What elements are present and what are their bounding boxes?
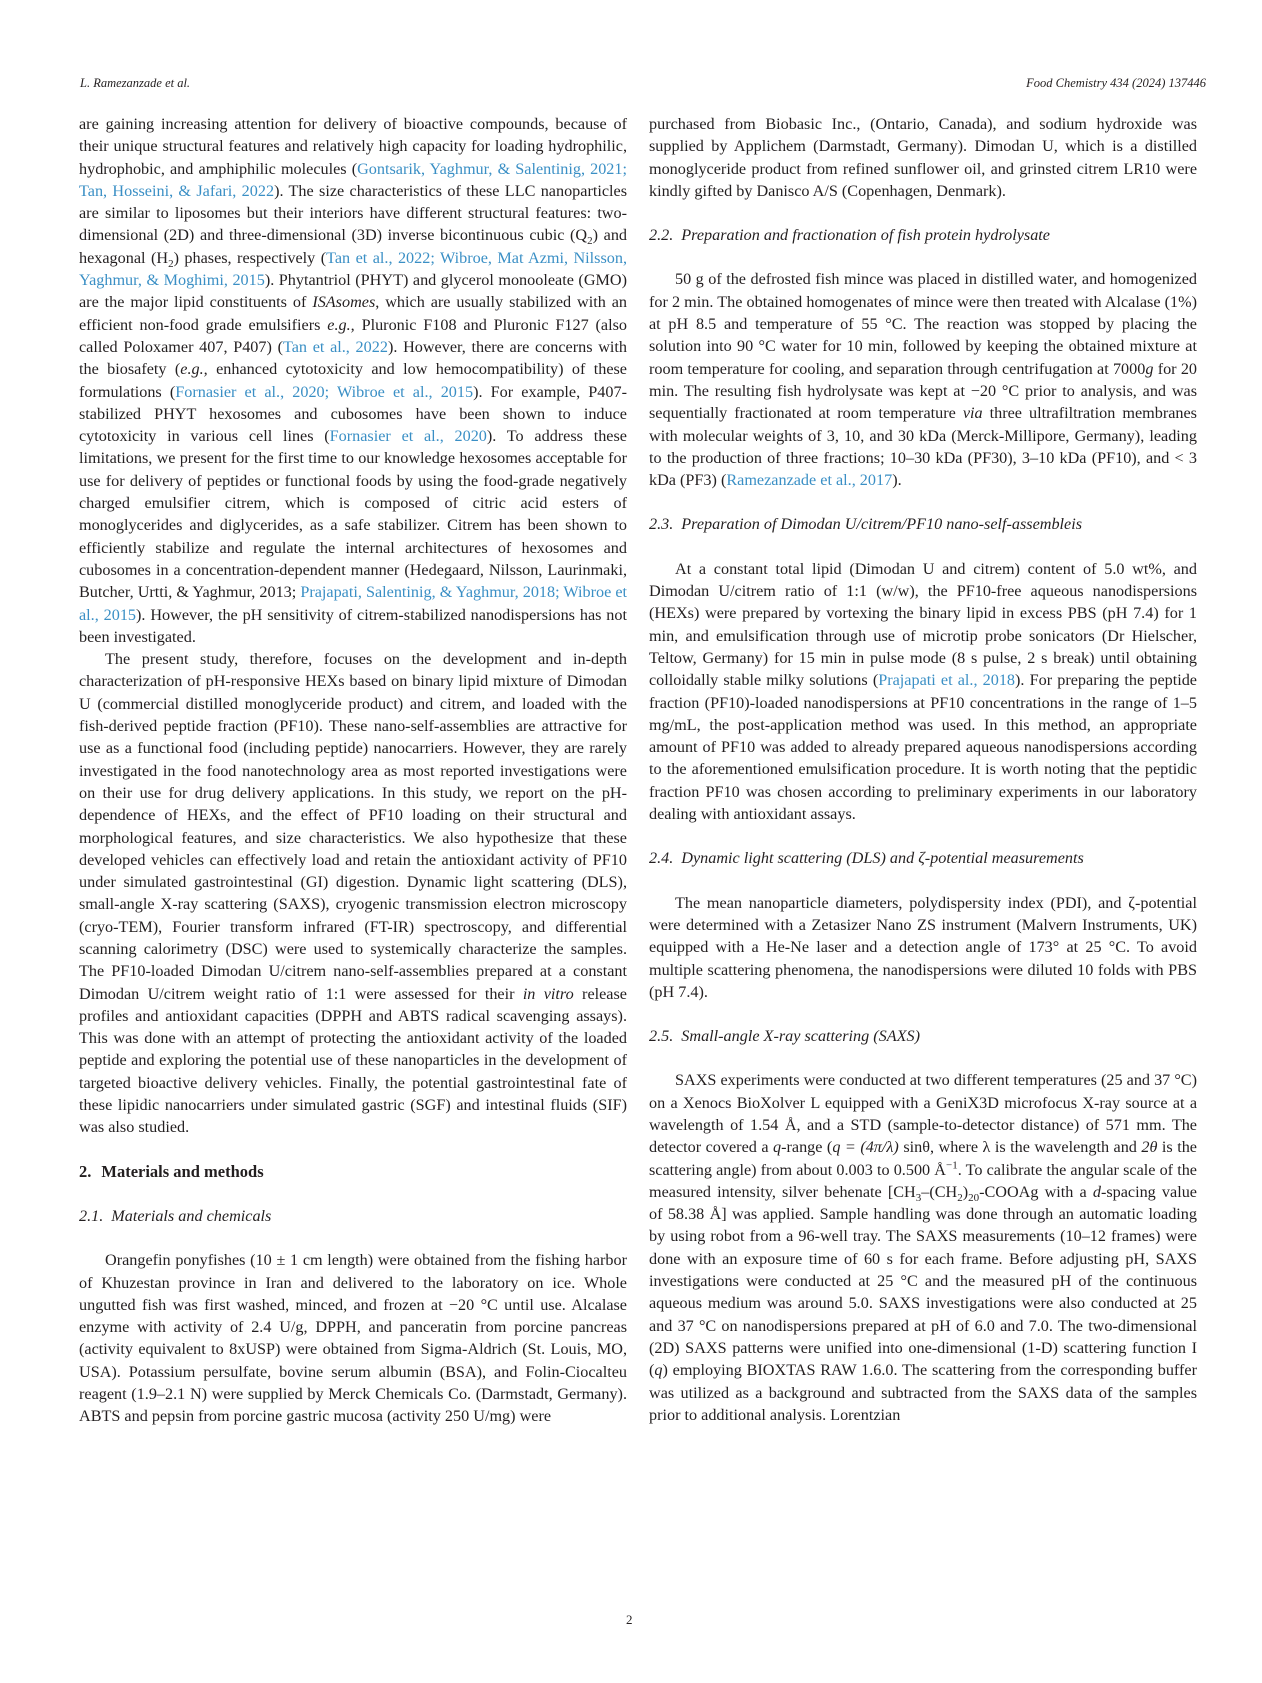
subsection-heading: 2.2. Preparation and fractionation of fish protein hydrolysate [649, 226, 1050, 245]
paragraph-intro-continued: are gaining increasing attention for delivery of bioactive compounds, because of their unique structural features and relatively high capacity for loading hydrophilic, hydrophobic, and amphiphilic molecules (Gontsarik, Yaghmur, & Salentinig, 2021; Tan, Hosseini, & Jafari, 2022). The size characteristics of these LLC nanoparticles are similar to liposomes but their interiors have different structural features: two-dimensional (2D) and three-dimensional (3D) inverse bicontinuous cubic $(Q_2)$ and hexagonal $(H_2)$ phases, respectively (Tan et al., 2022; Wibroe, Mat Azmi, Nilsson, Yaghmur, & Moghimi, 2015). Phytantriol (PHYT) and glycerol monooleate (GMO) are the major lipid constituents of ISAsomes, which are usually stabilized with an efficient non-food grade emulsifiers e.g., Pluronic F108 and Pluronic F127 (also called Poloxamer 407, P407) (Tan et al., 2022). However, there are concerns with the biosafety (e.g., enhanced cytotoxicity and low hemocompatibility) of these formulations (Fornasier et al., 2020; Wibroe et al., 2015). For example, P407-stabilized PHYT hexosomes and cubosomes have been shown to induce cytotoxicity in various cell lines (Fornasier et al., 2020). To address these limitations, we present for the first time to our knowledge hexosomes acceptable for use for delivery of peptides or functional foods by using the food-grade negatively charged emulsifier citrem, which is composed of citric acid esters of monoglycerides and diglycerides, as a safe stabilizer. Citrem has been shown to efficiently stabilize and regulate the internal architectures of hexosomes and cubosomes in a concentration-dependent manner (Hedegaard, Nilsson, Laurinmaki, Butcher, Urtti, & Yaghmur, 2013; Prajapati, Salentinig, & Yaghmur, 2018; Wibroe et al., 2015). However, the pH sensitivity of citrem-stabilized nanodispersions has not been investigated. [79, 115, 628, 646]
subsection-heading: 2.3. Preparation of Dimodan U/citrem/PF10 nano-self-assembleis [649, 515, 1083, 534]
paragraph-hydrolysate: 50 g of the defrosted fish mince was placed in distilled water, and homogenized for 2 min. The obtained homogenates of mince were then treated with Alcalase (1%) at pH 8.5 and temperature of 55 °C. The reaction was stopped by placing the solution into 90 °C water for 10 min, followed by keeping the obtained mixture at room temperature for cooling, and separation through centrifugation at 7000g for 20 min. The resulting fish hydrolysate was kept at −20 °C prior to analysis, and was sequentially fractionated at room temperature via three ultrafiltration membranes with molecular weights of 3, 10, and 30 kDa (Merck-Millipore, Germany), leading to the production of three fractions; 10–30 kDa (PF30), 3–10 kDa (PF10), and < 3 kDa (PF3) (Ramezanzade et al., 2017). [649, 270, 1198, 490]
page-number: 2 [626, 1612, 633, 1627]
running-head-journal: Food Chemistry 434 (2024) 137446 [1026, 76, 1206, 90]
paragraph-nano-assemblies: At a constant total lipid (Dimodan U and citrem) content of 5.0 wt%, and Dimodan U/citrem ratio of 1:1 (w/w), the PF10-free aqueous nanodispersions (HEXs) were prepared by vortexing the binary lipid in excess PBS (pH 7.4) for 1 min, and emulsification through use of microtip probe sonicators (Dr Hielscher, Teltow, Germany) for 15 min in pulse mode (8 s pulse, 2 s break) until obtaining colloidally stable milky solutions (Prajapati et al., 2018). For preparing the peptide fraction (PF10)-loaded nanodispersions at PF10 concentrations in the range of 1–5 mg/mL, the post-application method was used. In this method, an appropriate amount of PF10 was added to already prepared aqueous nanodispersions according to the aforementioned emulsification procedure. It is worth noting that the peptidic fraction PF10 was chosen according to preliminary experiments in our laboratory dealing with antioxidant assays. [649, 559, 1197, 824]
citation-link[interactable]: Ramezanzade et al., 2017 [726, 471, 893, 490]
citation-link[interactable]: Prajapati, Salentinig, & Yaghmur, 2018; Wibroe et al., 2015 [79, 583, 627, 624]
citation-link[interactable]: Fornasier et al., 2020 [329, 427, 487, 446]
citation-link[interactable]: Fornasier et al., 2020; Wibroe et al., 2015 [175, 382, 474, 401]
left-column [79, 113, 627, 1428]
subsection-heading: 2.1. Materials and chemicals [79, 1206, 272, 1225]
paragraph-materials-continued: purchased from Biobasic Inc., (Ontario, Canada), and sodium hydroxide was supplied by Applichem (Darmstadt, Germany). Dimodan U, which is a distilled monoglyceride product from refined sunflower oil, and grinsted citrem LR10 were kindly gifted by Danisco A/S (Copenhagen, Denmark). [649, 115, 1197, 200]
paragraph-materials: Orangefin ponyfishes (10 ± 1 cm length) were obtained from the fishing harbor of Khuzestan province in Iran and delivered to the laboratory on ice. Whole ungutted fish was first washed, minced, and frozen at −20 °C until use. Alcalase enzyme with activity of 2.4 U/g, DPPH, and panceratin from porcine pancreas (activity equivalent to 8xUSP) were obtained from Sigma-Aldrich (St. Louis, MO, USA). Potassium persulfate, bovine serum albumin (BSA), and Folin-Ciocalteu reagent (1.9–2.1 N) were supplied by Merck Chemicals Co. (Darmstadt, Germany). ABTS and pepsin from porcine gastric mucosa (activity 250 U/mg) were [79, 1251, 627, 1426]
citation-link[interactable]: Gontsarik, Yaghmur, & Salentinig, 2021; Tan, Hosseini, & Jafari, 2022 [79, 159, 627, 200]
paragraph-dls: The mean nanoparticle diameters, polydispersity index (PDI), and ζ-potential were determined with a Zetasizer Nano ZS instrument (Malvern Instruments, UK) equipped with a He-Ne laser and a detection angle of 173° at 25 °C. To avoid multiple scattering phenomena, the nanodispersions were diluted 10 folds with PBS (pH 7.4). [649, 893, 1197, 1001]
paragraph-study-aim: The present study, therefore, focuses on the development and in-depth characterization of pH-responsive HEXs based on binary lipid mixture of Dimodan U (commercial distilled monoglyceride product) and citrem, and loaded with the fish-derived peptide fraction (PF10). These nano-self-assemblies are attractive for use as a functional food (including peptide) nanocarriers. However, they are rarely investigated in the food nanotechnology area as most reported investigations were on their use for drug delivery applications. In this study, we report on the pH-dependence of HEXs, and the effect of PF10 loading on their structural and morphological features, and size characteristics. We also hypothesize that these developed vehicles can effectively load and retain the antioxidant activity of PF10 under simulated gastrointestinal (GI) digestion. Dynamic light scattering (DLS), small-angle X-ray scattering (SAXS), cryogenic transmission electron microscopy (cryo-TEM), Fourier transform infrared (FT-IR) spectroscopy, and differential scanning calorimetry (DSC) were used to systemically characterize the samples. The PF10-loaded Dimodan U/citrem nano-self-assemblies prepared at a constant Dimodan U/citrem weight ratio of 1:1 were assessed for their in vitro release profiles and antioxidant capacities (DPPH and ABTS radical scavenging assays). This was done with an attempt of protecting the antioxidant activity of the loaded peptide and exploring the potential use of these nanoparticles in the development of targeted bioactive delivery vehicles. Finally, the potential gastrointestinal fate of these lipidic nanocarriers under simulated gastric (SGF) and intestinal fluids (SIF) was also studied. [79, 650, 627, 1137]
running-head-authors: L. Ramezanzade et al. [80, 76, 191, 90]
paragraph-saxs: SAXS experiments were conducted at two different temperatures (25 and 37 °C) on a Xenocs BioXolver L equipped with a GeniX3D microfocus X-ray source at a wavelength of 1.54 Å, and a STD (sample-to-detector distance) of 571 mm. The detector covered a q-range (q = (4π/λ) sinθ, where λ is the wavelength and 2θ is the scattering angle) from about 0.003 to 0.500 $Å^{-1}$. To calibrate the angular scale of the measured intensity, silver behenate [$CH_3-(CH_2)_{20}$-COOAg with a d-spacing value of 58.38 Å] was applied. Sample handling was done through an automatic loading by using robot from a 96-well tray. The SAXS measurements (10–12 frames) were done with an exposure time of 60 s for each frame. Before adjusting pH, SAXS investigations were conducted at 25 °C and the measured pH of the continuous aqueous medium was around 5.0. SAXS investigations were also conducted at 25 and 37 °C on nanodispersions prepared at pH of 6.0 and 7.0. The two-dimensional (2D) SAXS patterns were unified into one-dimensional (1-D) scattering function I (q) employing BIOXTAS RAW 1.6.0. The scattering from the corresponding buffer was utilized as a background and subtracted from the SAXS data of the samples prior to additional analysis. Lorentzian [649, 1071, 1197, 1424]
citation-link[interactable]: Tan et al., 2022; Wibroe, Mat Azmi, Nilsson, Yaghmur, & Moghimi, 2015 [79, 248, 627, 290]
citation-link[interactable]: Prajapati et al., 2018 [878, 671, 1016, 690]
right-column [649, 113, 1197, 1426]
section-heading: 2. Materials and methods [79, 1161, 264, 1181]
citation-link[interactable]: Tan et al., 2022 [282, 337, 388, 356]
subsection-heading: 2.4. Dynamic light scattering (DLS) and ζ-potential measurements [649, 849, 1084, 868]
subsection-heading: 2.5. Small-angle X-ray scattering (SAXS) [649, 1027, 920, 1046]
